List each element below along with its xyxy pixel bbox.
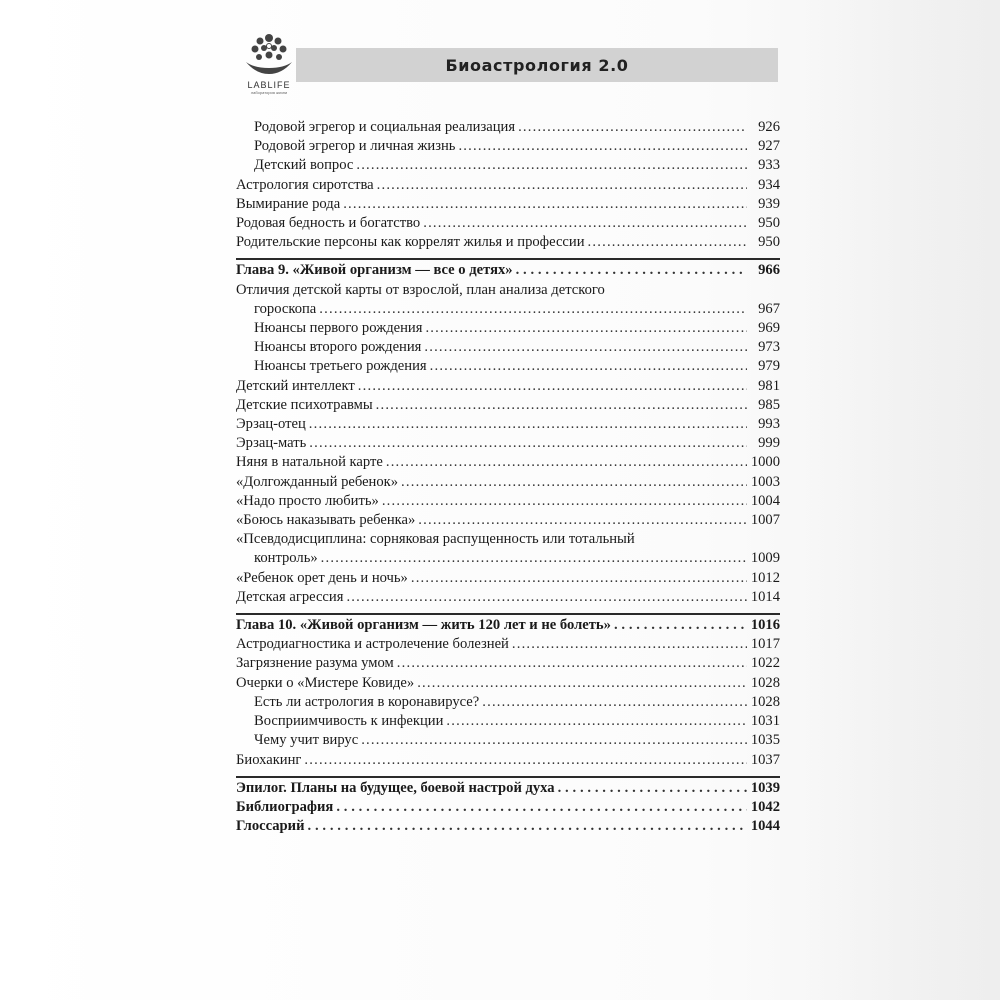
toc-page-number: 927 (758, 138, 780, 155)
toc-entry-title: «Псевдодисциплина: сорняковая распущенность или тотальный (236, 531, 635, 548)
toc-page-number: 1000 (750, 454, 780, 471)
leader-dots (377, 176, 747, 195)
leader-dots (588, 233, 747, 252)
leader-dots (309, 434, 747, 453)
leader-dots (425, 319, 747, 338)
toc-page-number: 933 (758, 157, 780, 174)
toc-entry-title: Родовая бедность и богатство (236, 215, 421, 232)
toc-glossary (236, 817, 780, 836)
toc-page-number: 993 (758, 416, 780, 433)
toc-page-number: 1012 (750, 569, 780, 586)
leader-dots (336, 798, 747, 817)
toc-entry-title: Восприимчивость к инфекции (254, 713, 444, 730)
toc-entry-title: Биохакинг (236, 751, 302, 768)
toc-page-number: 1003 (750, 473, 780, 490)
leader-dots (417, 674, 747, 693)
toc-page-number: 1009 (750, 550, 780, 567)
toc-entry-title: Эрзац-мать (236, 435, 307, 452)
leader-dots (424, 338, 747, 357)
toc-entry-title: «Долгожданный ребенок» (236, 473, 399, 490)
toc-page-number: 979 (758, 358, 780, 375)
toc-entry (236, 281, 780, 319)
toc-entry (236, 434, 780, 453)
leader-dots (614, 616, 747, 635)
toc-entry (236, 731, 780, 750)
toc-entry-title: Детский интеллект (236, 377, 355, 394)
toc-entry-title: Родовой эгрегор и социальная реализация (254, 119, 516, 135)
toc-entry (236, 712, 780, 731)
toc-page-number: 1028 (750, 693, 780, 710)
toc-page-number: 981 (758, 377, 780, 394)
toc-entry (236, 569, 780, 588)
leader-dots (321, 549, 747, 568)
toc-entry-title: Чему учит вирус (254, 732, 359, 749)
chapter-page-number: 1016 (750, 617, 780, 634)
toc-entry (236, 156, 780, 175)
toc-page-number: 1028 (750, 674, 780, 691)
toc-page-number: 1035 (750, 732, 780, 749)
toc-entry (236, 511, 780, 530)
toc-entry-title: Родительские персоны как коррелят жилья и профессии (236, 234, 585, 251)
toc-page-number: 1031 (750, 713, 780, 730)
section-divider (236, 258, 780, 260)
toc-entry (236, 137, 780, 156)
toc-entry-title-continued: контроль» (254, 550, 318, 567)
toc-entry (236, 195, 780, 214)
toc-page-number: 969 (758, 320, 780, 337)
leader-dots (308, 817, 748, 836)
toc-entry (236, 530, 780, 568)
leader-dots (397, 654, 747, 673)
leader-dots (418, 511, 747, 530)
chapter-page-number: 1039 (750, 779, 780, 796)
toc-bibliography (236, 798, 780, 817)
toc-entry (236, 357, 780, 376)
chapter-page-number: 966 (758, 262, 780, 279)
leader-dots (343, 195, 747, 214)
toc-entry-title: Астрология сиротства (236, 176, 374, 193)
leader-dots (386, 453, 747, 472)
toc-entry-title: Детские психотравмы (236, 396, 373, 413)
toc-entry (236, 473, 780, 492)
toc-entry-title: Вымирание рода (236, 195, 341, 212)
leader-dots (516, 261, 747, 280)
toc-entry-title: «Надо просто любить» (236, 492, 379, 509)
toc-page-number: 1004 (750, 492, 780, 509)
running-header (296, 48, 778, 82)
toc-entry (236, 377, 780, 396)
leader-dots (423, 214, 747, 233)
toc-page-number: 1007 (750, 512, 780, 529)
toc-entry (236, 588, 780, 607)
toc-entry (236, 453, 780, 472)
toc-entry (236, 118, 780, 137)
toc-entry (236, 751, 780, 770)
toc-page-number: 999 (758, 435, 780, 452)
toc-entry (236, 319, 780, 338)
leader-dots (358, 377, 747, 396)
toc-page-number: 1014 (750, 588, 780, 605)
toc-entry-title: Детский вопрос (254, 157, 354, 174)
chapter-title: Глава 10. «Живой организм — жить 120 лет и не болеть» (236, 617, 611, 634)
toc-page-number: 1022 (750, 655, 780, 672)
leader-dots (309, 415, 747, 434)
toc-entry-title: Нюансы первого рождения (254, 320, 423, 337)
section-divider (236, 776, 780, 778)
toc-entry (236, 654, 780, 673)
table-of-contents (236, 118, 780, 836)
toc-entry-title: Есть ли астрология в коронавирусе? (254, 693, 480, 710)
toc-entry (236, 635, 780, 654)
toc-entry-title: Нюансы третьего рождения (254, 358, 427, 375)
leader-dots (346, 588, 747, 607)
logo-subtitle: лаборатория жизни (250, 90, 288, 95)
toc-entry-title: Очерки о «Мистере Ковиде» (236, 674, 415, 691)
book-title: Биоастрология 2.0 (445, 55, 629, 75)
chapter-title: Библиография (236, 798, 334, 815)
toc-entry-title: Эрзац-отец (236, 416, 306, 433)
toc-entry-title: Детская агрессия (236, 588, 344, 605)
toc-chapter-9 (236, 261, 780, 280)
toc-entry-title: Астродиагностика и астролечение болезней (236, 636, 509, 653)
toc-page-number: 985 (758, 396, 780, 413)
toc-entry (236, 492, 780, 511)
leader-dots (458, 137, 747, 156)
logo-name: LABLIFE (247, 80, 291, 90)
leader-dots (430, 357, 747, 376)
leader-dots (518, 118, 747, 137)
leader-dots (512, 635, 747, 654)
leader-dots (411, 569, 747, 588)
toc-entry-title: «Ребенок орет день и ночь» (236, 569, 408, 586)
leader-dots (446, 712, 747, 731)
toc-entry-title: Отличия детской карты от взрослой, план анализа детского (236, 281, 605, 298)
page-shadow (810, 0, 1000, 1000)
leader-dots (482, 693, 747, 712)
toc-page-number: 1017 (750, 636, 780, 653)
toc-entry (236, 415, 780, 434)
toc-entry (236, 176, 780, 195)
leader-dots (558, 779, 747, 798)
chapter-page-number: 1044 (750, 818, 780, 835)
leader-dots (382, 492, 747, 511)
leader-dots (376, 396, 747, 415)
leader-dots (304, 751, 747, 770)
toc-page-number: 939 (758, 195, 780, 212)
toc-page-number: 934 (758, 176, 780, 193)
toc-entry-title: Загрязнение разума умом (236, 655, 394, 672)
leader-dots (401, 473, 747, 492)
leader-dots (356, 156, 747, 175)
chapter-title: Глоссарий (236, 818, 305, 835)
toc-entry (236, 233, 780, 252)
toc-entry-title-continued: гороскопа (254, 300, 317, 317)
leader-dots (361, 731, 747, 750)
toc-page-number: 950 (758, 215, 780, 232)
toc-entry (236, 693, 780, 712)
toc-entry (236, 396, 780, 415)
toc-page-number: 967 (758, 300, 780, 317)
toc-page-number: 1037 (750, 751, 780, 768)
toc-page-number: 950 (758, 234, 780, 251)
toc-entry-title: Родовой эгрегор и личная жизнь (254, 138, 456, 155)
toc-chapter-10 (236, 616, 780, 635)
toc-epilogue (236, 779, 780, 798)
toc-entry-title: Нюансы второго рождения (254, 339, 422, 356)
toc-page-number: 973 (758, 339, 780, 356)
toc-page-number: 926 (758, 119, 780, 135)
toc-entry (236, 674, 780, 693)
toc-entry (236, 214, 780, 233)
chapter-title: Эпилог. Планы на будущее, боевой настрой духа (236, 779, 555, 796)
section-divider (236, 613, 780, 615)
toc-entry (236, 338, 780, 357)
chapter-page-number: 1042 (750, 798, 780, 815)
toc-entry-title: Няня в натальной карте (236, 454, 383, 471)
leader-dots (319, 300, 747, 319)
toc-entry-title: «Боюсь наказывать ребенка» (236, 512, 416, 529)
chapter-title: Глава 9. «Живой организм — все о детях» (236, 262, 513, 279)
